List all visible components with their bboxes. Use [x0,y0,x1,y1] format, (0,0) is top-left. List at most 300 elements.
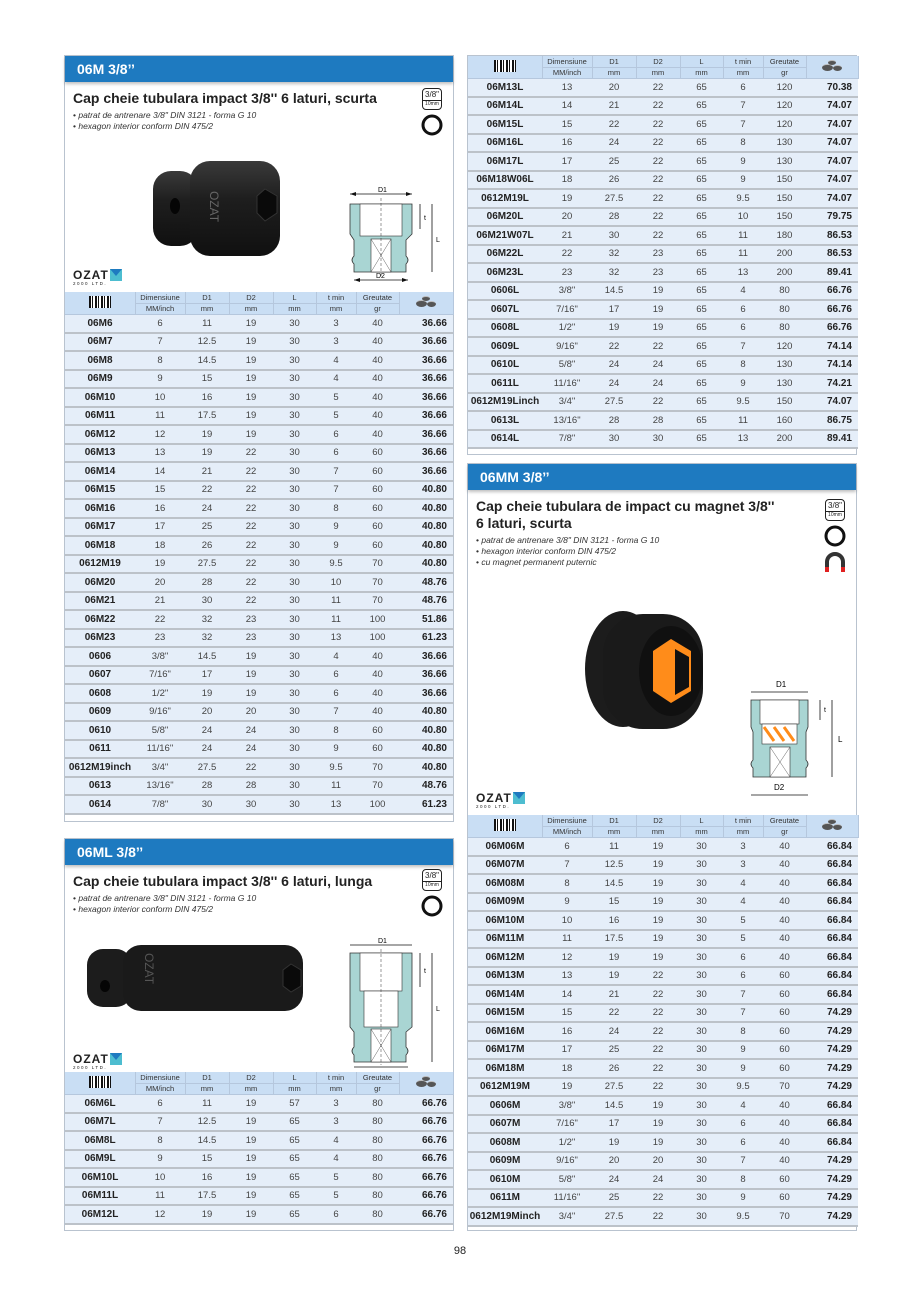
price: 74.14 [806,337,858,356]
price: 74.07 [806,115,858,134]
spec-value: 13 [723,430,763,449]
spec-value: 22 [229,555,273,574]
table-row [65,573,453,592]
spec-value: 8 [723,1022,763,1041]
product-title: Cap cheie tubulara impact 3/8'' 6 laturi, lunga [73,873,373,889]
spec-value: 22 [636,337,680,356]
table-row [468,1059,858,1078]
price: 66.76 [399,1205,453,1224]
spec-value: 19 [636,300,680,319]
spec-value: 100 [356,795,399,814]
spec-value: 8 [135,351,185,370]
table-row [468,356,858,375]
spec-value: 22 [592,115,636,134]
spec-value: 130 [763,152,806,171]
price: 74.29 [806,1189,858,1208]
spec-value: 19 [185,425,229,444]
price: 51.86 [399,610,453,629]
spec-value: 19 [636,1096,680,1115]
spec-value: 32 [185,629,229,648]
spec-value: 70 [763,1207,806,1226]
spec-value: 18 [135,536,185,555]
spec-value: 4 [316,351,356,370]
spec-value: 19 [229,1113,273,1132]
product-code: 06M23 [65,629,135,648]
price: 40.80 [399,721,453,740]
spec-value: 30 [680,1078,723,1097]
spec-value: 18 [542,1059,592,1078]
price: 74.29 [806,1078,858,1097]
price: 36.66 [399,314,453,333]
spec-value: 80 [356,1205,399,1224]
spec-value: 19 [229,351,273,370]
spec-value: 30 [680,874,723,893]
spec-value: 18 [542,171,592,190]
spec-value: 19 [636,1133,680,1152]
spec-value: 23 [636,245,680,264]
spec-value: 60 [763,1189,806,1208]
price: 74.29 [806,1022,858,1041]
spec-value: 11 [185,314,229,333]
spec-value: 30 [273,629,316,648]
ozat-logo: OZAT 2000 LTD. [73,269,122,286]
product-code: 06M17M [468,1041,542,1060]
svg-text:D1: D1 [378,187,387,194]
spec-value: 9.5 [316,758,356,777]
section-06ml [64,838,454,1231]
price: 40.80 [399,555,453,574]
spec-value: 12.5 [185,333,229,352]
table-row [468,171,858,190]
spec-value: 70 [356,758,399,777]
spec-value: 4 [723,282,763,301]
product-code: 06M07M [468,856,542,875]
spec-value: 65 [680,411,723,430]
spec-value: 19 [229,1205,273,1224]
product-code: 0613L [468,411,542,430]
spec-value: 65 [680,337,723,356]
product-code: 0612M19M [468,1078,542,1097]
spec-value: 30 [680,893,723,912]
spec-value: 6 [723,300,763,319]
spec-value: 15 [592,893,636,912]
product-code: 06M8 [65,351,135,370]
product-title: Cap cheie tubulara de impact cu magnet 3/8'' 6 laturi, scurta [476,498,775,531]
spec-value: 9 [723,1041,763,1060]
product-code: 0607L [468,300,542,319]
spec-value: 30 [273,795,316,814]
spec-value: 22 [636,1022,680,1041]
spec-value: 22 [592,1004,636,1023]
price: 66.76 [806,282,858,301]
spec-value: 17 [542,152,592,171]
drive-size-badge: 3/8" 10mm [422,869,442,891]
price: 66.84 [806,911,858,930]
spec-value: 21 [542,226,592,245]
spec-value: 32 [592,245,636,264]
product-code: 0610 [65,721,135,740]
spec-value: 30 [273,425,316,444]
feature-item: • patrat de antrenare 3/8" DIN 3121 - forma G 10 [476,535,856,546]
svg-text:t: t [424,968,426,975]
spec-value: 22 [229,518,273,537]
spec-value: 19 [229,1168,273,1187]
spec-value: 65 [680,300,723,319]
spec-value: 9.5 [723,1078,763,1097]
section-06mm [467,463,857,1231]
table-row [65,444,453,463]
table-row [65,499,453,518]
spec-value: 40 [763,1133,806,1152]
spec-value: 60 [356,444,399,463]
spec-value: 20 [542,208,592,227]
spec-value: 30 [680,1096,723,1115]
spec-value: 12 [135,1205,185,1224]
product-code: 06M9 [65,370,135,389]
spec-value: 15 [185,1150,229,1169]
spec-value: 22 [636,1059,680,1078]
spec-value: 5 [723,911,763,930]
spec-value: 65 [680,171,723,190]
spec-value: 30 [273,666,316,685]
product-code: 06M21W07L [468,226,542,245]
spec-value: 14 [135,462,185,481]
spec-value: 22 [185,481,229,500]
price: 74.29 [806,1004,858,1023]
coins-icon [414,296,438,308]
spec-value: 24 [185,499,229,518]
spec-value: 65 [273,1150,316,1169]
spec-value: 3/8" [135,647,185,666]
spec-value: 65 [680,356,723,375]
product-code: 06M16L [468,134,542,153]
spec-value: 23 [636,263,680,282]
spec-value: 32 [185,610,229,629]
spec-value: 9 [723,1059,763,1078]
table-row [468,874,858,893]
table-row [65,351,453,370]
price: 86.75 [806,411,858,430]
spec-value: 14 [542,97,592,116]
table-row [468,411,858,430]
spec-icons [824,499,846,573]
spec-value: 24 [592,1170,636,1189]
spec-value: 200 [763,245,806,264]
spec-value: 80 [356,1150,399,1169]
spec-icons [421,88,443,136]
spec-value: 9 [135,370,185,389]
price: 66.84 [806,874,858,893]
table-row [468,189,858,208]
spec-value: 9 [723,1189,763,1208]
coins-icon [820,819,844,831]
spec-value: 4 [316,1131,356,1150]
ozat-logo: OZAT 2000 LTD. [73,1053,122,1070]
spec-value: 22 [229,573,273,592]
spec-value: 150 [763,393,806,412]
table-row [468,430,858,449]
spec-value: 14.5 [185,351,229,370]
spec-value: 30 [185,592,229,611]
spec-value: 22 [636,985,680,1004]
price: 36.66 [399,666,453,685]
spec-icons [421,869,443,917]
spec-value: 24 [636,1170,680,1189]
spec-value: 8 [542,874,592,893]
price: 66.84 [806,837,858,856]
table-row [65,592,453,611]
spec-value: 3 [723,856,763,875]
spec-value: 60 [356,462,399,481]
price: 74.29 [806,1041,858,1060]
spec-value: 27.5 [592,189,636,208]
svg-text:L: L [436,1006,440,1013]
spec-value: 30 [680,1170,723,1189]
spec-value: 8 [316,499,356,518]
price: 89.41 [806,263,858,282]
spec-value: 30 [273,518,316,537]
spec-value: 24 [229,740,273,759]
spec-value: 22 [229,462,273,481]
spec-value: 65 [680,152,723,171]
spec-value: 11 [316,610,356,629]
svg-text:L: L [436,237,440,244]
table-row [65,777,453,796]
price: 66.84 [806,948,858,967]
price: 40.80 [399,499,453,518]
price: 66.76 [806,300,858,319]
spec-value: 13 [316,795,356,814]
spec-value: 80 [356,1168,399,1187]
price: 66.84 [806,1115,858,1134]
table-row [65,1113,453,1132]
spec-value: 3 [723,837,763,856]
spec-value: 24 [592,374,636,393]
spec-value: 25 [592,152,636,171]
spec-value: 40 [356,351,399,370]
spec-value: 19 [636,930,680,949]
spec-value: 19 [592,319,636,338]
product-code: 0610M [468,1170,542,1189]
spec-value: 19 [229,314,273,333]
spec-value: 30 [680,911,723,930]
price: 74.07 [806,171,858,190]
spec-value: 60 [763,1170,806,1189]
table-row [65,536,453,555]
spec-value: 19 [229,333,273,352]
spec-value: 24 [592,1022,636,1041]
spec-value: 30 [273,703,316,722]
spec-value: 65 [680,115,723,134]
price: 61.23 [399,629,453,648]
spec-value: 80 [356,1131,399,1150]
spec-value: 5/8" [542,356,592,375]
feature-item: • hexagon interior conform DIN 475/2 [73,121,453,132]
product-code: 06M15 [65,481,135,500]
spec-value: 22 [135,610,185,629]
spec-value: 40 [356,407,399,426]
spec-value: 130 [763,356,806,375]
spec-value: 19 [592,967,636,986]
product-code: 06M12M [468,948,542,967]
spec-value: 11 [592,837,636,856]
spec-value: 30 [273,684,316,703]
spec-value: 30 [273,351,316,370]
svg-text:OZAT: OZAT [142,953,156,985]
product-code: 0607M [468,1115,542,1134]
spec-value: 65 [680,393,723,412]
spec-value: 65 [273,1187,316,1206]
product-code: 0612M19inch [65,758,135,777]
product-code: 06M13M [468,967,542,986]
spec-value: 5 [316,1168,356,1187]
feature-item: • hexagon interior conform DIN 475/2 [476,546,856,557]
coins-icon [820,60,844,72]
spec-value: 19 [229,1094,273,1113]
price-header [399,292,453,314]
spec-value: 20 [135,573,185,592]
spec-value: 22 [636,1189,680,1208]
table-row [468,967,858,986]
product-code: 0607 [65,666,135,685]
spec-value: 22 [229,592,273,611]
spec-table: Dimensiune D1 D2 L t min Greutate MM/inch mm mm mm mm gr 06M06M 6 11 19 30 3 40 66.84 06M07M 7 12.5 19 30 3 40 66.84 06M08M 8 14.5 19 30 4 40 66.84 06M09M 9 15 19 30 4 40 66.84 06M10M 10 16 19 30 5 40 66.84 06M11M 11 17.5 19 30 5 40 66.84 06M12M 12 19 19 30 6 40 66.84 06M13M 13 19 22 30 6 60 66.84 06M14M 14 21 22 30 7 60 66.84 06M15M 15 22 22 30 7 60 74.29 06M16M 16 24 22 30 8 60 74.29 06M17M 17 25 22 30 9 60 74.29 06M18M 18 26 22 30 9 60 74.29 0612M19M 19 27.5 22 30 9.5 70 74.29 0606M 3/8" 14.5 19 30 4 40 66.84 0607M 7/16" 17 19 30 6 40 66.84 0608M 1/2" 19 19 30 6 40 66.84 0609M 9/16" 20 20 30 7 40 74.29 0610M 5/8" 24 24 30 8 60 74.29 0611M 11/16" 25 22 30 9 60 74.29 0612M19Minch 3/4" 27.5 22 30 9.5 70 74.29 [468,815,859,1227]
spec-value: 17 [592,1115,636,1134]
price: 74.07 [806,152,858,171]
spec-value: 60 [763,1004,806,1023]
svg-text:D1: D1 [378,938,387,945]
hexagon-icon [421,114,443,136]
price: 74.07 [806,134,858,153]
price: 86.53 [806,245,858,264]
spec-value: 19 [636,282,680,301]
spec-value: 40 [763,1152,806,1171]
spec-value: 40 [356,388,399,407]
spec-table: Dimensiune D1 D2 L t min Greutate MM/inch mm mm mm mm gr 06M13L 13 20 22 65 6 120 70.38 06M14L 14 21 22 65 7 120 74.07 06M15L 15 22 22 65 7 120 74.07 06M16L 16 24 22 65 8 130 74.07 06M17L 17 25 22 65 9 130 74.07 06M18W06L 18 26 22 65 9 150 74.07 0612M19L 19 27.5 22 65 9.5 150 74.07 06M20L 20 28 22 65 10 150 79.75 06M21W07L 21 30 22 65 11 180 86.53 06M22L 22 32 23 65 11 200 86.53 06M23L 23 32 23 65 13 200 89.41 0606L 3/8" 14.5 19 65 4 80 66.76 0607L 7/16" 17 19 65 6 80 66.76 0608L 1/2" 19 19 65 6 80 66.76 0609L 9/16" 22 22 65 7 120 74.14 0610L 5/8" 24 24 65 8 130 74.14 0611L 11/16" 24 24 65 9 130 74.21 0612M19Linch 3/4" 27.5 22 65 9.5 150 74.07 0613L 13/16" 28 28 65 11 160 86.75 0614L 7/8" 30 30 65 13 200 89.41 [468,56,859,449]
spec-value: 57 [273,1094,316,1113]
product-code: 06M21 [65,592,135,611]
feature-list [65,110,453,132]
spec-value: 120 [763,97,806,116]
spec-value: 60 [356,481,399,500]
spec-value: 19 [229,388,273,407]
spec-value: 22 [636,1004,680,1023]
price: 89.41 [806,430,858,449]
spec-value: 6 [135,314,185,333]
spec-value: 28 [636,411,680,430]
spec-value: 40 [763,1096,806,1115]
spec-value: 15 [185,370,229,389]
product-code: 06M16M [468,1022,542,1041]
price: 74.14 [806,356,858,375]
spec-value: 6 [135,1094,185,1113]
spec-value: 21 [185,462,229,481]
spec-value: 30 [273,481,316,500]
product-code: 06M13 [65,444,135,463]
spec-value: 40 [763,856,806,875]
product-code: 06M8L [65,1131,135,1150]
spec-value: 70 [763,1078,806,1097]
table-row [468,893,858,912]
table-row [468,985,858,1004]
spec-value: 30 [680,1133,723,1152]
price: 36.66 [399,370,453,389]
spec-value: 30 [273,647,316,666]
spec-value: 11/16" [542,1189,592,1208]
product-code: 0609M [468,1152,542,1171]
spec-value: 7 [316,703,356,722]
price: 36.66 [399,407,453,426]
spec-value: 13/16" [135,777,185,796]
table-row [468,263,858,282]
section-header: 06ML 3/8’’ [65,839,453,865]
spec-value: 180 [763,226,806,245]
spec-value: 5/8" [135,721,185,740]
price: 66.84 [806,1133,858,1152]
spec-value: 22 [229,758,273,777]
spec-value: 13 [316,629,356,648]
product-code: 06M11L [65,1187,135,1206]
spec-value: 19 [592,948,636,967]
spec-value: 150 [763,171,806,190]
spec-value: 16 [542,1022,592,1041]
spec-value: 60 [356,518,399,537]
product-code: 06M10M [468,911,542,930]
table-row [65,481,453,500]
spec-value: 14.5 [592,1096,636,1115]
spec-value: 6 [723,1133,763,1152]
table-row [468,856,858,875]
spec-value: 19 [592,1133,636,1152]
spec-value: 11 [723,411,763,430]
spec-value: 22 [636,226,680,245]
spec-value: 16 [592,911,636,930]
price: 74.07 [806,97,858,116]
product-code: 0611M [468,1189,542,1208]
spec-value: 22 [636,134,680,153]
spec-value: 65 [680,430,723,449]
product-code: 06M15L [468,115,542,134]
spec-value: 9 [316,518,356,537]
spec-value: 19 [229,425,273,444]
spec-value: 19 [229,666,273,685]
spec-value: 30 [273,592,316,611]
spec-value: 9 [723,374,763,393]
spec-value: 30 [185,795,229,814]
spec-value: 160 [763,411,806,430]
spec-value: 13 [542,967,592,986]
hexagon-icon [421,895,443,917]
spec-value: 26 [185,536,229,555]
table-row [468,226,858,245]
product-code: 06M17 [65,518,135,537]
spec-value: 24 [592,134,636,153]
price: 70.38 [806,78,858,97]
spec-value: 21 [592,97,636,116]
product-code: 0611 [65,740,135,759]
spec-value: 22 [636,152,680,171]
ozat-logo-mark-icon [513,792,525,804]
spec-value: 30 [273,388,316,407]
spec-value: 70 [356,555,399,574]
table-row [65,1205,453,1224]
spec-value: 7/8" [135,795,185,814]
table-row [65,425,453,444]
table-row [468,282,858,301]
table-row [468,911,858,930]
spec-value: 7 [135,333,185,352]
spec-value: 30 [273,758,316,777]
